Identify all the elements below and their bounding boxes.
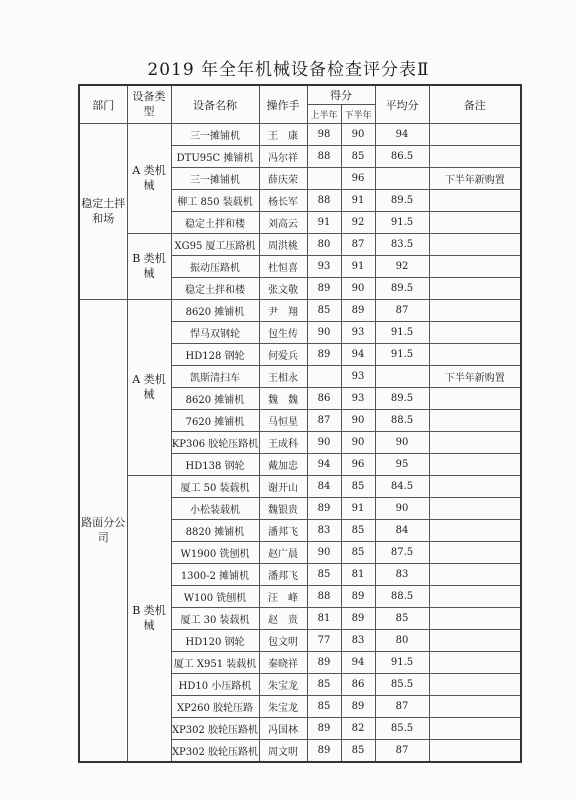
second-half-score-cell: 89	[341, 608, 375, 630]
second-half-score-cell: 89	[341, 696, 375, 718]
first-half-score-cell: 81	[307, 608, 341, 630]
first-half-score-cell: 89	[307, 652, 341, 674]
average-score-cell: 85.5	[375, 718, 429, 740]
equipment-name-cell: 凯斯清扫车	[171, 366, 259, 388]
note-cell: 下半年新购置	[429, 168, 521, 190]
first-half-score-cell: 98	[307, 124, 341, 146]
second-half-score-cell: 85	[341, 740, 375, 763]
note-cell	[429, 410, 521, 432]
average-score-cell: 87	[375, 300, 429, 322]
first-half-score-cell: 86	[307, 388, 341, 410]
note-cell	[429, 696, 521, 718]
note-cell	[429, 146, 521, 168]
equipment-name-cell: W1900 铣刨机	[171, 542, 259, 564]
note-cell	[429, 432, 521, 454]
note-cell	[429, 124, 521, 146]
second-half-score-cell: 85	[341, 476, 375, 498]
first-half-score-cell: 80	[307, 234, 341, 256]
first-half-score-cell: 85	[307, 674, 341, 696]
note-cell	[429, 388, 521, 410]
equipment-name-cell: 厦工 30 装载机	[171, 608, 259, 630]
category-cell: A 类机械	[127, 124, 171, 234]
second-half-score-cell: 87	[341, 234, 375, 256]
equipment-name-cell: HD120 钢轮	[171, 630, 259, 652]
first-half-score-cell: 85	[307, 696, 341, 718]
category-cell: A 类机械	[127, 300, 171, 476]
operator-cell: 秦晓祥	[259, 652, 307, 674]
second-half-score-cell: 92	[341, 212, 375, 234]
department-cell: 路面分公司	[79, 300, 127, 763]
table-row	[79, 300, 521, 322]
second-half-score-cell: 91	[341, 498, 375, 520]
equipment-name-cell: 8620 摊铺机	[171, 300, 259, 322]
average-score-cell: 95	[375, 454, 429, 476]
equipment-name-cell: DTU95C 摊铺机	[171, 146, 259, 168]
average-score-cell: 91.5	[375, 652, 429, 674]
operator-cell: 冯国林	[259, 718, 307, 740]
note-cell	[429, 454, 521, 476]
second-half-score-cell: 96	[341, 454, 375, 476]
operator-cell: 魏银贵	[259, 498, 307, 520]
second-half-score-cell: 94	[341, 344, 375, 366]
operator-cell: 潘邦飞	[259, 564, 307, 586]
average-score-cell: 89.5	[375, 278, 429, 300]
note-cell	[429, 234, 521, 256]
first-half-score-cell: 85	[307, 564, 341, 586]
first-half-score-cell	[307, 366, 341, 388]
average-score-cell: 94	[375, 124, 429, 146]
operator-cell: 尹 翔	[259, 300, 307, 322]
average-score-cell: 86.5	[375, 146, 429, 168]
table-row	[79, 476, 521, 498]
average-score-cell: 83	[375, 564, 429, 586]
operator-cell: 薛庆荣	[259, 168, 307, 190]
equipment-name-cell: 厦工 50 装载机	[171, 476, 259, 498]
note-cell	[429, 498, 521, 520]
note-cell	[429, 652, 521, 674]
header-average: 平均分	[375, 85, 429, 124]
note-cell	[429, 608, 521, 630]
equipment-name-cell: 三一摊铺机	[171, 168, 259, 190]
second-half-score-cell: 83	[341, 630, 375, 652]
second-half-score-cell: 82	[341, 718, 375, 740]
equipment-name-cell: W100 铣刨机	[171, 586, 259, 608]
operator-cell: 何爱兵	[259, 344, 307, 366]
first-half-score-cell: 85	[307, 300, 341, 322]
category-cell: B 类机械	[127, 476, 171, 763]
operator-cell: 赵 贵	[259, 608, 307, 630]
average-score-cell: 85.5	[375, 674, 429, 696]
equipment-name-cell: HD128 钢轮	[171, 344, 259, 366]
operator-cell: 朱宝龙	[259, 696, 307, 718]
operator-cell: 冯尔祥	[259, 146, 307, 168]
first-half-score-cell: 91	[307, 212, 341, 234]
note-cell	[429, 344, 521, 366]
equipment-name-cell: KP306 胶轮压路机	[171, 432, 259, 454]
operator-cell: 潘邦飞	[259, 520, 307, 542]
note-cell	[429, 718, 521, 740]
operator-cell: 王成科	[259, 432, 307, 454]
second-half-score-cell: 91	[341, 256, 375, 278]
first-half-score-cell: 93	[307, 256, 341, 278]
average-score-cell: 91.5	[375, 344, 429, 366]
operator-cell: 王 康	[259, 124, 307, 146]
equipment-name-cell: XG95 厦工压路机	[171, 234, 259, 256]
second-half-score-cell: 85	[341, 542, 375, 564]
first-half-score-cell: 88	[307, 190, 341, 212]
table-row	[79, 124, 521, 146]
note-cell	[429, 322, 521, 344]
operator-cell: 戴加忠	[259, 454, 307, 476]
average-score-cell	[375, 168, 429, 190]
header-second-half: 下半年	[341, 105, 375, 124]
average-score-cell: 88.5	[375, 586, 429, 608]
note-cell	[429, 520, 521, 542]
page-title: 2019 年全年机械设备检查评分表Ⅱ	[147, 60, 430, 80]
note-cell: 下半年新购置	[429, 366, 521, 388]
average-score-cell: 84.5	[375, 476, 429, 498]
average-score-cell: 90	[375, 498, 429, 520]
first-half-score-cell: 89	[307, 278, 341, 300]
operator-cell: 杜恒喜	[259, 256, 307, 278]
second-half-score-cell: 85	[341, 146, 375, 168]
second-half-score-cell: 90	[341, 410, 375, 432]
equipment-name-cell: 小松装载机	[171, 498, 259, 520]
average-score-cell: 89.5	[375, 388, 429, 410]
average-score-cell: 88.5	[375, 410, 429, 432]
note-cell	[429, 542, 521, 564]
average-score-cell: 87	[375, 696, 429, 718]
note-cell	[429, 630, 521, 652]
average-score-cell: 80	[375, 630, 429, 652]
second-half-score-cell: 89	[341, 586, 375, 608]
operator-cell: 谢开山	[259, 476, 307, 498]
equipment-name-cell: HD10 小压路机	[171, 674, 259, 696]
average-score-cell: 84	[375, 520, 429, 542]
equipment-name-cell: 8820 摊铺机	[171, 520, 259, 542]
first-half-score-cell: 89	[307, 740, 341, 763]
header-name: 设备名称	[171, 85, 259, 124]
equipment-name-cell: XP302 胶轮压路机	[171, 740, 259, 763]
second-half-score-cell: 85	[341, 520, 375, 542]
operator-cell: 包文明	[259, 630, 307, 652]
average-score-cell: 90	[375, 432, 429, 454]
second-half-score-cell: 93	[341, 322, 375, 344]
operator-cell: 汪 峰	[259, 586, 307, 608]
equipment-name-cell: XP260 胶轮压路	[171, 696, 259, 718]
average-score-cell: 83.5	[375, 234, 429, 256]
equipment-name-cell: 厦工 X951 装载机	[171, 652, 259, 674]
note-cell	[429, 476, 521, 498]
second-half-score-cell: 86	[341, 674, 375, 696]
first-half-score-cell: 90	[307, 432, 341, 454]
first-half-score-cell: 90	[307, 322, 341, 344]
note-cell	[429, 190, 521, 212]
header-score: 得分	[307, 85, 375, 105]
operator-cell: 赵广晨	[259, 542, 307, 564]
operator-cell: 马恒星	[259, 410, 307, 432]
operator-cell: 张文敬	[259, 278, 307, 300]
department-cell: 稳定土拌和场	[79, 124, 127, 300]
note-cell	[429, 674, 521, 696]
first-half-score-cell: 88	[307, 586, 341, 608]
first-half-score-cell: 90	[307, 542, 341, 564]
first-half-score-cell: 83	[307, 520, 341, 542]
note-cell	[429, 256, 521, 278]
equipment-name-cell: HD138 钢轮	[171, 454, 259, 476]
average-score-cell: 85	[375, 608, 429, 630]
header-first-half: 上半年	[307, 105, 341, 124]
table-row	[79, 234, 521, 256]
operator-cell: 魏 魏	[259, 388, 307, 410]
first-half-score-cell: 89	[307, 718, 341, 740]
second-half-score-cell: 96	[341, 168, 375, 190]
equipment-name-cell: 稳定土拌和楼	[171, 278, 259, 300]
first-half-score-cell: 84	[307, 476, 341, 498]
average-score-cell: 87.5	[375, 542, 429, 564]
operator-cell: 周文明	[259, 740, 307, 763]
average-score-cell: 92	[375, 256, 429, 278]
header-type: 设备类型	[127, 85, 171, 124]
score-table	[78, 84, 522, 763]
second-half-score-cell: 81	[341, 564, 375, 586]
first-half-score-cell	[307, 168, 341, 190]
equipment-name-cell: 7620 摊铺机	[171, 410, 259, 432]
first-half-score-cell: 87	[307, 410, 341, 432]
operator-cell: 刘高云	[259, 212, 307, 234]
operator-cell: 朱宝龙	[259, 674, 307, 696]
second-half-score-cell: 94	[341, 652, 375, 674]
first-half-score-cell: 77	[307, 630, 341, 652]
average-score-cell	[375, 366, 429, 388]
second-half-score-cell: 91	[341, 190, 375, 212]
first-half-score-cell: 89	[307, 344, 341, 366]
operator-cell: 王相永	[259, 366, 307, 388]
second-half-score-cell: 90	[341, 432, 375, 454]
average-score-cell: 89.5	[375, 190, 429, 212]
equipment-name-cell: 柳工 850 装载机	[171, 190, 259, 212]
first-half-score-cell: 89	[307, 498, 341, 520]
second-half-score-cell: 93	[341, 366, 375, 388]
note-cell	[429, 586, 521, 608]
category-cell: B 类机械	[127, 234, 171, 300]
operator-cell: 杨长军	[259, 190, 307, 212]
equipment-name-cell: 悍马双钢轮	[171, 322, 259, 344]
header-dept: 部门	[79, 85, 127, 124]
second-half-score-cell: 90	[341, 124, 375, 146]
second-half-score-cell: 89	[341, 300, 375, 322]
table-body	[79, 124, 521, 763]
note-cell	[429, 278, 521, 300]
first-half-score-cell: 88	[307, 146, 341, 168]
operator-cell: 包生传	[259, 322, 307, 344]
note-cell	[429, 740, 521, 763]
equipment-name-cell: 三一摊铺机	[171, 124, 259, 146]
second-half-score-cell: 93	[341, 388, 375, 410]
equipment-name-cell: 8620 摊铺机	[171, 388, 259, 410]
note-cell	[429, 212, 521, 234]
equipment-name-cell: 1300-2 摊铺机	[171, 564, 259, 586]
header-note: 备注	[429, 85, 521, 124]
average-score-cell: 87	[375, 740, 429, 763]
average-score-cell: 91.5	[375, 322, 429, 344]
equipment-name-cell: XP302 胶轮压路机	[171, 718, 259, 740]
equipment-name-cell: 稳定土拌和楼	[171, 212, 259, 234]
first-half-score-cell: 94	[307, 454, 341, 476]
note-cell	[429, 564, 521, 586]
equipment-name-cell: 振动压路机	[171, 256, 259, 278]
note-cell	[429, 300, 521, 322]
operator-cell: 周洪桃	[259, 234, 307, 256]
table-header	[79, 85, 521, 124]
second-half-score-cell: 90	[341, 278, 375, 300]
header-operator: 操作手	[259, 85, 307, 124]
average-score-cell: 91.5	[375, 212, 429, 234]
